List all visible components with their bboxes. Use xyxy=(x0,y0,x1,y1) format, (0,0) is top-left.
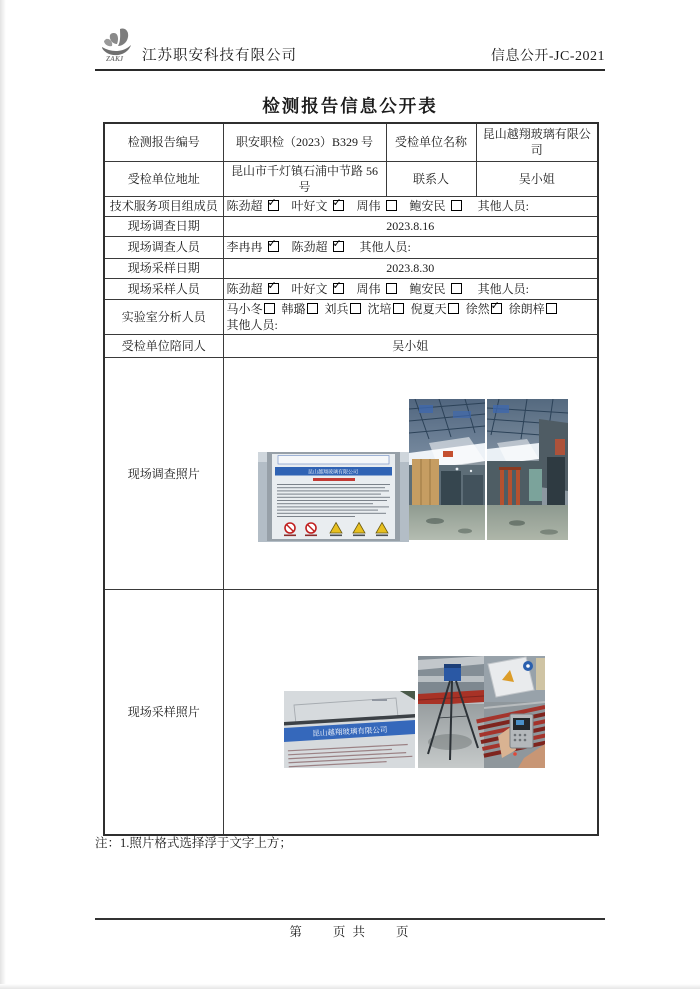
member-name: 李冉冉 xyxy=(226,240,263,255)
member-name: 叶好文 xyxy=(291,199,328,214)
sampling-photos-cell xyxy=(223,590,598,835)
member-item xyxy=(509,301,557,317)
sampling-date-label: 现场采样日期 xyxy=(104,258,223,278)
member-name: 马小冬 xyxy=(226,301,263,316)
report-info-table xyxy=(103,122,599,836)
checkbox-empty-icon xyxy=(546,303,557,314)
member-item xyxy=(368,301,404,317)
member-item xyxy=(357,198,397,214)
survey-staff-label: 现场调查人员 xyxy=(104,236,223,258)
footer-rule xyxy=(95,918,605,920)
company-logo xyxy=(98,25,142,65)
lab-staff-checklist xyxy=(227,302,564,316)
row-lab-staff xyxy=(104,299,598,334)
member-item xyxy=(410,198,462,214)
survey-photo-workshop-1 xyxy=(409,399,485,540)
address-label: 受检单位地址 xyxy=(104,161,223,196)
sampling-photos-label: 现场采样照片 xyxy=(104,590,223,835)
row-address xyxy=(104,161,598,196)
checkbox-empty-icon xyxy=(451,283,462,294)
contact-label: 联系人 xyxy=(386,161,476,196)
checkbox-checked-icon xyxy=(268,283,279,294)
member-item xyxy=(466,301,502,317)
document-banner-text: 昆山越翔玻璃有限公司 xyxy=(311,725,388,739)
sampling-staff-checklist xyxy=(227,282,475,296)
checkbox-checked-icon xyxy=(333,200,344,211)
row-survey-date xyxy=(104,216,598,236)
checkbox-checked-icon xyxy=(268,200,279,211)
checkbox-checked-icon xyxy=(491,303,502,314)
survey-date-value: 2023.8.16 xyxy=(223,216,598,236)
row-survey-photos xyxy=(104,358,598,590)
checkbox-checked-icon xyxy=(333,283,344,294)
sampling-staff-other-label: 其他人员: xyxy=(477,281,529,296)
sampling-staff-cell xyxy=(223,278,598,299)
checkbox-empty-icon xyxy=(393,303,404,314)
header-rule xyxy=(95,69,605,71)
member-name: 鲍安民 xyxy=(409,199,446,214)
survey-staff-checklist xyxy=(227,240,357,254)
sampling-staff-label: 现场采样人员 xyxy=(104,278,223,299)
member-name: 刘兵 xyxy=(324,301,349,316)
escort-label: 受检单位陪同人 xyxy=(104,335,223,358)
team-other-label: 其他人员: xyxy=(477,199,529,214)
member-name: 倪夏天 xyxy=(410,301,447,316)
logo-text: ZAKJ xyxy=(106,55,124,63)
scan-edge-shadow-bottom xyxy=(0,984,700,989)
note-text: 注：1.照片格式选择浮于文字上方； xyxy=(95,836,292,850)
escort-value: 吴小姐 xyxy=(223,335,598,358)
member-name: 鲍安民 xyxy=(409,281,446,296)
member-item xyxy=(292,281,344,297)
unit-name-value: 昆山越翔玻璃有限公司 xyxy=(476,123,598,161)
sampling-date-value: 2023.8.30 xyxy=(223,258,598,278)
lab-staff-label: 实验室分析人员 xyxy=(104,299,223,334)
contact-value: 吴小姐 xyxy=(476,161,598,196)
checkbox-empty-icon xyxy=(386,283,397,294)
report-no-label: 检测报告编号 xyxy=(104,123,223,161)
survey-staff-cell xyxy=(223,236,598,258)
page-title: 检测报告信息公开表 xyxy=(262,96,438,116)
sampling-photo-instruments xyxy=(418,656,545,768)
member-item xyxy=(411,301,459,317)
row-report-no xyxy=(104,123,598,161)
member-item xyxy=(227,198,279,214)
doc-code: 信息公开-JC-2021 xyxy=(490,49,605,64)
lab-staff-other-label: 其他人员: xyxy=(226,318,278,333)
member-name: 叶好文 xyxy=(291,281,328,296)
member-name: 陈劲超 xyxy=(226,199,263,214)
member-item xyxy=(227,281,279,297)
member-item xyxy=(227,301,275,317)
row-sampling-date xyxy=(104,258,598,278)
board-banner-text: 昆山越翔玻璃有限公司 xyxy=(307,469,358,476)
checkbox-checked-icon xyxy=(268,241,279,252)
address-value: 昆山市千灯镇石浦中节路 56 号 xyxy=(223,161,386,196)
survey-photo-workshop-2 xyxy=(487,399,568,540)
row-team xyxy=(104,196,598,216)
member-item xyxy=(292,198,344,214)
member-name: 周伟 xyxy=(356,281,381,296)
scan-edge-shadow xyxy=(0,0,6,989)
team-members-cell xyxy=(223,196,598,216)
report-no-value: 职安职检（2023）B329 号 xyxy=(223,123,386,161)
row-sampling-photos xyxy=(104,590,598,835)
survey-photo-notice-board xyxy=(258,452,409,542)
member-item xyxy=(292,239,344,255)
company-name: 江苏职安科技有限公司 xyxy=(142,48,297,64)
checkbox-empty-icon xyxy=(350,303,361,314)
sampling-photo-document xyxy=(284,691,415,768)
survey-staff-other-label: 其他人员: xyxy=(359,240,411,255)
member-name: 沈培 xyxy=(367,301,392,316)
checkbox-checked-icon xyxy=(333,241,344,252)
checkbox-empty-icon xyxy=(307,303,318,314)
member-name: 徐朗梓 xyxy=(508,301,545,316)
checkbox-empty-icon xyxy=(451,200,462,211)
member-name: 周伟 xyxy=(356,199,381,214)
member-name: 陈劲超 xyxy=(226,281,263,296)
team-label: 技术服务项目组成员 xyxy=(104,196,223,216)
survey-photos-label: 现场调查照片 xyxy=(104,358,223,590)
row-sampling-staff xyxy=(104,278,598,299)
lab-staff-cell xyxy=(223,299,598,334)
member-item xyxy=(357,281,397,297)
row-escort xyxy=(104,335,598,358)
survey-photos-cell xyxy=(223,358,598,590)
member-item xyxy=(227,239,279,255)
member-name: 韩璐 xyxy=(281,301,306,316)
member-item xyxy=(282,301,318,317)
checkbox-empty-icon xyxy=(386,200,397,211)
row-survey-staff xyxy=(104,236,598,258)
member-item xyxy=(410,281,462,297)
unit-name-label: 受检单位名称 xyxy=(386,123,476,161)
team-checklist xyxy=(227,199,475,213)
member-name: 徐然 xyxy=(465,301,490,316)
member-name: 陈劲超 xyxy=(291,240,328,255)
checkbox-empty-icon xyxy=(264,303,275,314)
checkbox-empty-icon xyxy=(448,303,459,314)
survey-date-label: 现场调查日期 xyxy=(104,216,223,236)
member-item xyxy=(325,301,361,317)
page-number-text: 第 页 共 页 xyxy=(289,925,411,939)
